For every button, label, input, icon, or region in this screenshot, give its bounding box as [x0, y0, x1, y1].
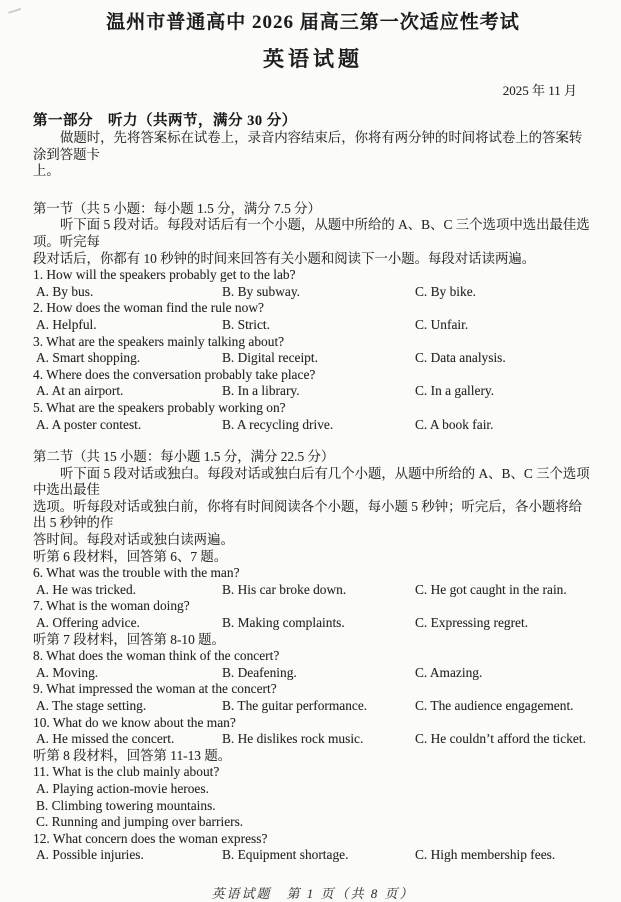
option-c: C. A book fair. — [415, 416, 494, 432]
option-b: B. Equipment shortage. — [222, 847, 349, 863]
option-b: B. He dislikes rock music. — [222, 731, 364, 747]
option-c: C. The audience engagement. — [415, 698, 574, 713]
option-c: C. High membership fees. — [415, 847, 556, 863]
page-title: 温州市普通高中 2026 届高三第一次适应性考试 — [106, 12, 520, 33]
option-c: C. Expressing regret. — [415, 615, 529, 631]
question-text: 10. What do we know about the man? — [33, 714, 236, 730]
option-b: B. Climbing towering mountains. — [36, 797, 216, 813]
option-a: A. Playing action-movie heroes. — [36, 780, 209, 796]
scan-artifact-mark — [6, 0, 21, 14]
question-text: 5. What are the speakers probably working on? — [33, 399, 286, 415]
option-c: C. Unfair. — [415, 316, 469, 332]
question-text: 3. What are the speakers mainly talking about? — [33, 333, 285, 349]
option-a: A. Offering advice. — [36, 615, 140, 631]
option-b: B. Deafening. — [222, 664, 297, 680]
part1-intro-line: 上。 — [33, 163, 60, 179]
question-text: 12. What concern does the woman express? — [33, 830, 268, 846]
question-text: 2. How does the woman find the rule now? — [33, 300, 264, 316]
question-text: 8. What does the woman think of the concert? — [33, 648, 280, 664]
options-row — [33, 317, 593, 334]
options-row — [33, 350, 593, 367]
options-row — [33, 731, 593, 748]
section1-instruction-line: 段对话后，你都有 10 秒钟的时间来回答有关小题和阅读下一小题。每段对话读两遍。 — [33, 250, 536, 266]
question-text: 4. Where does the conversation probably take place? — [33, 366, 316, 382]
option-c: C. By bike. — [415, 283, 477, 299]
options-row — [33, 417, 593, 434]
options-row — [33, 383, 593, 400]
option-a: A. The stage setting. — [36, 698, 147, 713]
option-a: A. He was tricked. — [36, 581, 137, 597]
options-row — [33, 698, 593, 715]
options-row — [33, 615, 593, 632]
option-b: B. Digital receipt. — [222, 350, 318, 366]
option-c: C. He got caught in the rain. — [415, 581, 567, 597]
option-c: C. Data analysis. — [415, 350, 506, 366]
options-row — [33, 847, 593, 864]
option-a: A. By bus. — [36, 283, 94, 299]
option-a: A. Smart shopping. — [36, 350, 141, 366]
option-b: B. His car broke down. — [222, 581, 347, 597]
option-a: A. He missed the concert. — [36, 731, 175, 747]
option-a: A. Moving. — [36, 664, 99, 680]
section2-instruction-line: 选项。听每段对话或独白前，你将有时间阅读各个小题，每小题 5 秒钟；听完后，各小题将给出 5 秒钟的作 — [33, 498, 583, 531]
option-c: C. Running and jumping over barriers. — [36, 814, 244, 830]
material-lead: 听第 8 段材料，回答第 11-13 题。 — [33, 747, 232, 763]
material-lead: 听第 7 段材料，回答第 8-10 题。 — [33, 631, 225, 647]
question-text: 1. How will the speakers probably get to the lab? — [33, 267, 296, 283]
question-text: 9. What impressed the woman at the concert? — [33, 681, 277, 697]
section2-blocks — [33, 549, 593, 864]
option-b: B. A recycling drive. — [222, 416, 334, 432]
section1-questions — [33, 267, 593, 433]
exam-subject-title: 英语试题 — [263, 47, 363, 71]
page-footer: 英语试题 第 1 页（共 8 页） — [211, 885, 415, 901]
options-row — [33, 582, 593, 599]
option-b: B. By subway. — [222, 283, 300, 299]
option-c: C. In a gallery. — [415, 383, 495, 399]
option-b: B. In a library. — [222, 383, 300, 399]
exam-date: 2025 年 11 月 — [502, 83, 577, 98]
question-text: 11. What is the club mainly about? — [33, 764, 220, 780]
option-c: C. He couldn’t afford the ticket. — [415, 731, 586, 747]
option-a: A. Helpful. — [36, 316, 97, 332]
options-row — [33, 665, 593, 682]
question-text: 7. What is the woman doing? — [33, 598, 190, 614]
section2-heading: 第二节（共 15 小题：每小题 1.5 分，满分 22.5 分） — [33, 449, 335, 465]
option-a: A. Possible injuries. — [36, 847, 144, 863]
section1-instruction-line: 听下面 5 段对话。每段对话后有一个小题，从题中所给的 A、B、C 三个选项中选出最佳选项。听完每 — [33, 217, 590, 249]
question-text: 6. What was the trouble with the man? — [33, 565, 240, 581]
options-row — [33, 284, 593, 301]
section2-instruction-line: 听下面 5 段对话或独白。每段对话或独白后有几个小题，从题中所给的 A、B、C 三个选项中选出最佳 — [33, 465, 590, 498]
option-b: B. The guitar performance. — [222, 698, 368, 713]
option-b: B. Making complaints. — [222, 615, 345, 631]
part1-intro-line: 做题时，先将答案标在试卷上，录音内容结束后，你将有两分钟的时间将试卷上的答案转涂到答题卡 — [33, 130, 583, 162]
option-c: C. Amazing. — [415, 664, 483, 680]
option-b: B. Strict. — [222, 316, 270, 332]
option-a: A. A poster contest. — [36, 416, 142, 432]
option-a: A. At an airport. — [36, 383, 124, 399]
section2-instruction-line: 答时间。每段对话或独白读两遍。 — [33, 532, 234, 548]
section1-heading: 第一节（共 5 小题：每小题 1.5 分，满分 7.5 分） — [33, 200, 321, 216]
part1-heading: 第一部分 听力（共两节，满分 30 分） — [33, 113, 297, 129]
material-lead: 听第 6 段材料，回答第 6、7 题。 — [33, 548, 228, 564]
